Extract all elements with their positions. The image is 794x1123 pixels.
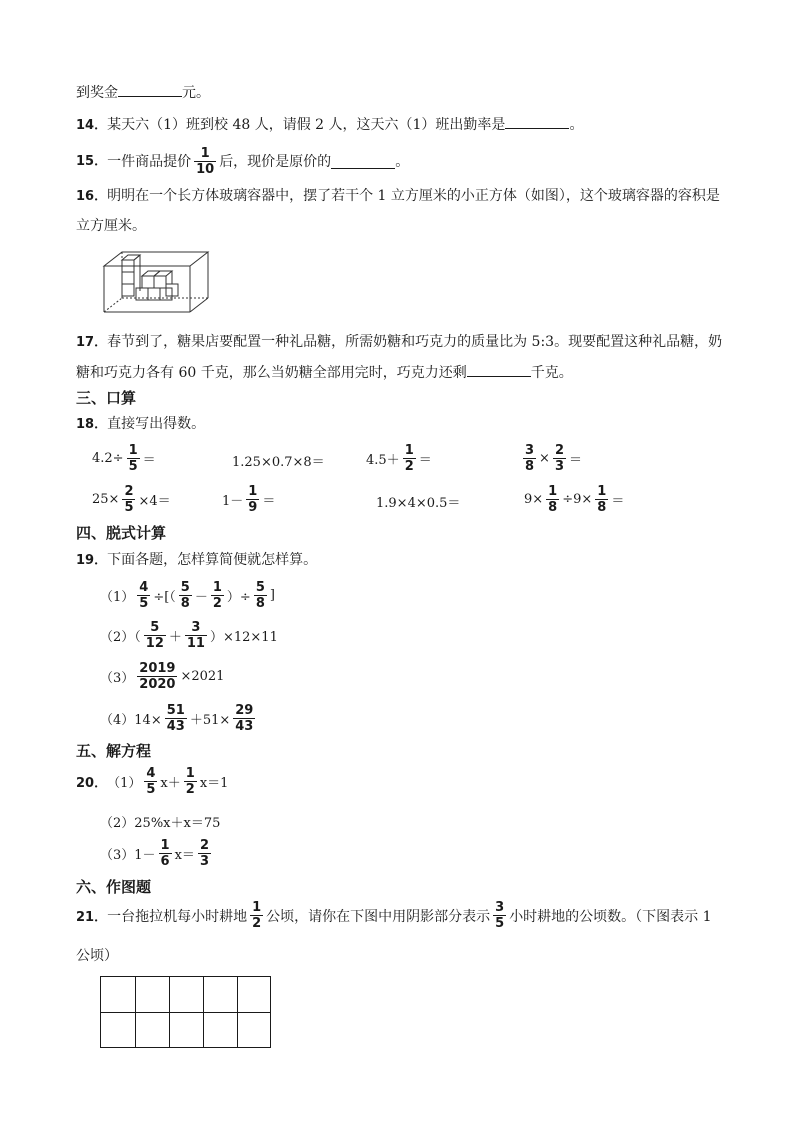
fraction-numerator: 1 [404,443,414,458]
fraction-denominator: 43 [235,719,254,734]
question-16-line1: 16．明明在一个长方体玻璃容器中，摆了若干个 1 立方厘米的小正方体（如图），这个玻璃容器的容积是 [76,188,720,204]
expression-text: ）×12×11 [209,630,278,645]
fraction-numerator: 5 [150,620,160,635]
question-17-line1: 17．春节到了，糖果店要配置一种礼品糖，所需奶糖和巧克力的质量比为 5:3。现要配置这种礼品糖，奶 [76,334,723,350]
fraction [595,484,608,515]
fraction [184,766,197,797]
fraction-numerator: 3 [191,620,201,635]
oral-item [92,443,156,474]
fraction-denominator: 10 [196,162,215,177]
fraction [250,900,263,931]
fraction-numerator: 1 [548,484,558,499]
fraction-numerator: 4 [146,766,156,781]
calc-item-2 [100,620,278,651]
fraction-denominator: 8 [255,596,265,611]
equation-item-2 [100,812,220,831]
expression-text: 小时耕地的公顷数。（下图表示 1 [509,908,712,925]
fraction [553,443,566,474]
fraction-denominator: 11 [186,636,205,651]
expression-text: （3） [100,671,135,686]
fraction [493,900,506,931]
question-16-line2: 立方厘米。 [76,218,146,234]
fraction-denominator: 2 [252,916,262,931]
fraction [246,484,259,515]
fraction-denominator: 43 [166,719,185,734]
expression-text: ÷9× [562,492,593,507]
fraction-numerator: 2 [199,838,209,853]
expression-text: （1） [100,590,135,605]
fraction [144,766,157,797]
equation-item-3 [100,838,214,869]
fraction-denominator: 12 [145,636,164,651]
fraction-denominator: 8 [597,500,607,515]
expression-text: x＝ [174,848,195,863]
fraction-numerator: 1 [212,580,222,595]
question-21-line2: 公顷） [76,948,118,964]
fraction-denominator: 3 [199,854,209,869]
fraction-numerator: 2 [124,484,134,499]
section-heading-drawing: 六、作图题 [76,878,152,896]
expression-text: （2）25%x＋x＝75 [100,816,221,831]
expression-text: × [539,451,550,466]
fraction [144,620,166,651]
fraction [254,580,267,611]
fraction-numerator: 2 [554,443,564,458]
expression-text: 9× [524,492,544,507]
question-14: 14．某天六（1）班到校 48 人，请假 2 人，这天六（1）班出勤率是 。 [76,114,583,136]
answer-blank[interactable] [118,82,182,97]
question-18: 18．直接写出得数。 [76,416,206,432]
question-13-tail: 到奖金 元。 [76,82,210,103]
expression-text: － [194,590,208,605]
fraction-numerator: 1 [128,443,138,458]
expression-text: ÷[（ [153,590,176,605]
expression-text: （1） [107,776,142,791]
fraction-denominator: 8 [548,500,558,515]
fraction-denominator: 8 [525,459,535,474]
fraction [127,443,140,474]
fraction-numerator: 3 [525,443,535,458]
expression-text: x＋ [160,776,181,791]
oral-item [520,443,582,474]
fraction [137,661,177,692]
glass-container-figure [102,250,210,316]
fraction-numerator: 4 [139,580,149,595]
fraction-denominator: 5 [146,782,156,797]
oral-item [222,484,275,515]
question-15: 15． 一件商品提价 $\frac{1}{10}$ 后，现价是原价的 。 [76,146,410,177]
expression-text: （2）（ [100,630,141,645]
question-21-line1 [76,900,712,931]
fraction-denominator: 5 [128,459,138,474]
question-number: 21． [76,910,108,925]
fraction-denominator: 5 [139,596,149,611]
fraction-denominator: 5 [495,916,505,931]
oral-item [376,492,460,511]
expression-text: ×2021 [180,669,225,684]
fraction [194,146,216,177]
fraction-denominator: 5 [124,500,134,515]
fraction-denominator: 2 [212,596,222,611]
fraction-denominator: 2020 [139,677,176,692]
fraction-numerator: 51 [166,703,185,718]
expression-text: 1.9×4×0.5＝ [376,496,461,511]
expression-text: ×4＝ [138,494,171,509]
question-17-line2: 糖和巧克力各有 60 千克，那么当奶糖全部用完时，巧克力还剩 千克。 [76,362,573,383]
fraction [165,703,187,734]
fraction-numerator: 5 [180,580,190,595]
fraction [403,443,416,474]
expression-text: ＋51× [189,713,231,728]
fraction [159,838,172,869]
expression-text: ] [269,588,275,603]
fraction-numerator: 3 [495,900,505,915]
calc-item-3 [100,661,224,692]
fraction [198,838,211,869]
fraction [122,484,135,515]
answer-blank[interactable] [331,154,395,169]
expression-text: （3）1－ [100,848,156,863]
equation-item-1 [76,766,228,797]
oral-item [524,484,624,515]
fraction [523,443,536,474]
expression-text: 公顷，请你在下图中用阴影部分表示 [266,908,491,925]
expression-text: 4.5＋ [366,453,400,468]
fraction-denominator: 8 [180,596,190,611]
fraction [179,580,192,611]
fraction-denominator: 6 [160,854,170,869]
fraction-denominator: 2 [404,459,414,474]
fraction [185,620,207,651]
grid-line [101,1012,270,1013]
fraction-numerator: 1 [248,484,258,499]
fraction-numerator: 5 [255,580,265,595]
expression-text: ）÷ [226,590,251,605]
fraction [137,580,150,611]
expression-text: 1－ [222,494,244,509]
expression-text: ＝ [262,494,276,509]
fraction-denominator: 3 [554,459,564,474]
oral-item [92,484,171,515]
expression-text: 25× [92,492,120,507]
oral-item [366,443,432,474]
expression-text: 1.25×0.7×8＝ [232,455,325,470]
fraction-denominator: 2 [185,782,195,797]
fraction-numerator: 2019 [139,661,176,676]
question-19: 19．下面各题，怎样算简便就怎样算。 [76,552,318,568]
fraction-numerator: 1 [185,766,195,781]
fraction [233,703,255,734]
fraction-numerator: 1 [200,146,210,161]
section-heading-step-calculation: 四、脱式计算 [76,524,167,542]
expression-text: ＝ [569,453,583,468]
question-number: 20． [76,776,108,791]
expression-text: 一台拖拉机每小时耕地 [107,908,248,925]
fraction-numerator: 1 [252,900,262,915]
fraction-numerator: 1 [160,838,170,853]
oral-item [232,451,325,470]
fraction-numerator: 29 [235,703,254,718]
answer-blank[interactable] [467,362,531,377]
expression-text: （4）14× [100,713,162,728]
fraction-denominator: 9 [248,500,258,515]
expression-text: ＝ [611,494,625,509]
expression-text: ＋ [168,630,182,645]
expression-text: 4.2÷ [92,451,124,466]
answer-blank[interactable] [505,114,569,129]
expression-text: ＝ [418,453,432,468]
calc-item-1 [100,580,275,611]
shading-grid[interactable] [100,976,271,1048]
section-heading-equations: 五、解方程 [76,742,152,760]
fraction [546,484,559,515]
calc-item-4 [100,703,258,734]
fraction [211,580,224,611]
section-heading-oral-calculation: 三、口算 [76,389,137,407]
expression-text: ＝ [142,453,156,468]
fraction-numerator: 1 [597,484,607,499]
expression-text: x＝1 [199,776,229,791]
